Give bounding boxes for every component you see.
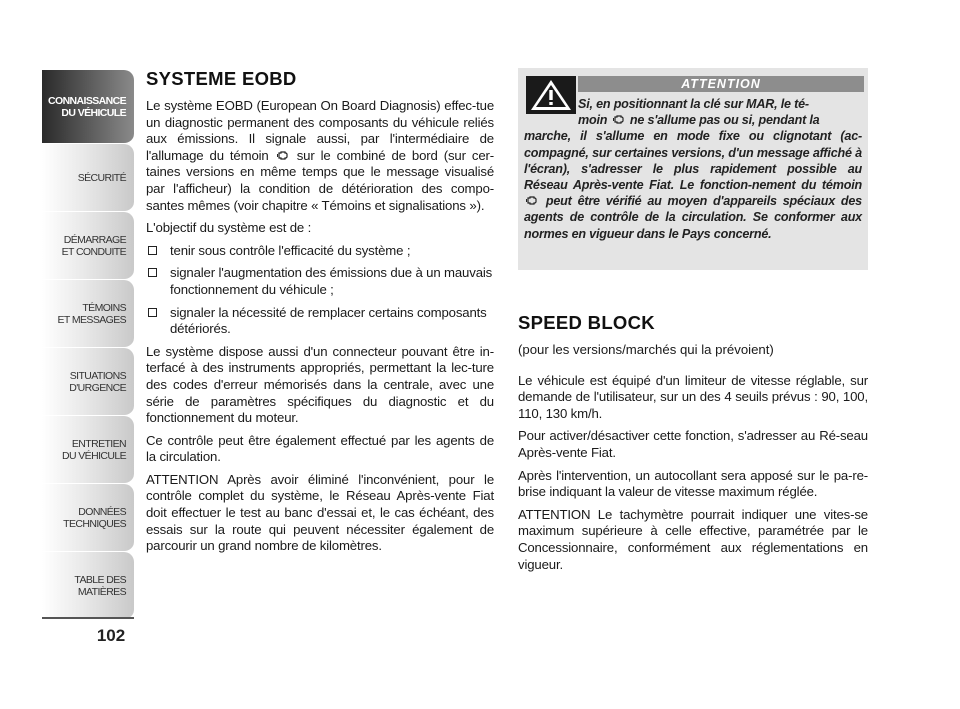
sidebar-divider bbox=[42, 617, 134, 619]
list-item bbox=[146, 265, 494, 298]
attention-header: ATTENTION bbox=[578, 76, 864, 92]
list-item-text: signaler l'augmentation des émissions due à un mauvais fonctionnement du véhicule ; bbox=[170, 265, 493, 297]
tab-table-matieres[interactable]: TABLE DES MATIÈRES bbox=[42, 552, 134, 620]
attention-text bbox=[524, 96, 862, 242]
engine-check-lamp-icon bbox=[613, 113, 625, 125]
warning-triangle-icon bbox=[526, 76, 576, 114]
attention-line-2a: moin bbox=[578, 113, 608, 128]
tab-securite[interactable]: SÉCURITÉ bbox=[42, 144, 134, 212]
speed-block-title: SPEED BLOCK bbox=[518, 312, 655, 333]
speed-block-paragraph-2: Pour activer/désactiver cette fonction, s'adresser au Ré-seau Après-vente Fiat. bbox=[518, 428, 868, 460]
chapter-sidebar bbox=[42, 70, 134, 620]
eobd-p1-part-b: sur le combiné de bord (sur cer-taines versions en même temps que le message visualisé par l'afficheur) la condition de détérioration des compo-santes mêmes (voir chapitre « Témoins et signalisations »). bbox=[146, 147, 494, 213]
eobd-paragraph-2: L'objectif du système est de : bbox=[146, 220, 312, 236]
page-number: 102 bbox=[96, 626, 126, 645]
eobd-paragraph-3: Le système dispose aussi d'un connecteur pouvant être in-terfacé à des instruments appropriés, permettant la lec-ture des codes d'erreur mémorisés dans la centrale, avec une série de paramètres spécifiques du diagnostic et du fonctionnement du moteur. bbox=[146, 343, 494, 426]
checkbox-bullet-icon bbox=[148, 246, 157, 255]
list-item bbox=[146, 243, 494, 260]
eobd-p1-part-a: Le système EOBD (European On Board Diagnosis) effec-tue un diagnostic permanent des composants du véhicule reliés aux émissions. Il signale aussi, par l'intermédiaire de l'allumage du témoin bbox=[146, 98, 494, 163]
speed-block-paragraph-1: Le véhicule est équipé d'un limiteur de vitesse réglable, sur demande de l'utilisateur, sur un des 4 seuils prévus : 90, 100, 110, 130 km/h. bbox=[518, 372, 868, 421]
speed-block-paragraph-3: Après l'intervention, un autocollant sera apposé sur le pa-re-brise indiquant la valeur de vitesse maximum réglée. bbox=[518, 467, 868, 500]
checkbox-bullet-icon bbox=[148, 308, 157, 317]
speed-block-subtitle: (pour les versions/marchés qui la prévoient) bbox=[518, 342, 774, 357]
attention-rest-b: peut être vérifié au moyen d'appareils spéciaux des agents de contrôle de la circulation. Se conformer aux normes en vigueur dans le Pays concerné. bbox=[524, 194, 862, 241]
list-item-text: signaler la nécessité de remplacer certains composants détériorés. bbox=[170, 304, 487, 337]
tab-entretien-vehicule[interactable]: ENTRETIEN DU VÉHICULE bbox=[42, 416, 134, 484]
tab-demarrage-conduite[interactable]: DÉMARRAGE ET CONDUITE bbox=[42, 212, 134, 280]
eobd-paragraph-5: ATTENTION Après avoir éliminé l'inconvénient, pour le contrôle complet du système, le Réseau Après-vente Fiat doit effectuer le test au banc d'essai et, le cas échéant, des essais sur la route qui peuvent nécessiter également de parcourir un grand nombre de kilomètres. bbox=[146, 471, 494, 554]
eobd-paragraph-4: Ce contrôle peut être également effectué par les agents de la circulation. bbox=[146, 432, 494, 465]
speed-block-paragraph-4: ATTENTION Le tachymètre pourrait indiquer une vites-se maximum supérieure à celle effective, paramétrée par le Concessionnaire, conformément aux réglementations en vigueur. bbox=[518, 506, 868, 572]
tab-connaissance-vehicule[interactable]: CONNAISSANCE DU VÉHICULE bbox=[42, 70, 134, 144]
attention-box bbox=[518, 68, 868, 270]
attention-line-1: Si, en positionnant la clé sur MAR, le té- bbox=[578, 97, 809, 111]
engine-check-lamp-icon bbox=[526, 194, 538, 206]
speed-block-section bbox=[518, 312, 868, 579]
list-item-text: tenir sous contrôle l'efficacité du système ; bbox=[170, 242, 411, 258]
attention-line-2 bbox=[524, 112, 862, 128]
eobd-objectives-list bbox=[146, 243, 494, 338]
attention-line-2b: ne s'allume pas ou si, pendant la bbox=[629, 113, 820, 128]
eobd-section bbox=[146, 68, 494, 561]
list-item bbox=[146, 305, 494, 338]
tab-situations-urgence[interactable]: SITUATIONS D'URGENCE bbox=[42, 348, 134, 416]
eobd-paragraph-1 bbox=[146, 98, 494, 214]
checkbox-bullet-icon bbox=[148, 268, 157, 277]
engine-check-lamp-icon bbox=[277, 149, 289, 161]
eobd-title: SYSTEME EOBD bbox=[146, 68, 297, 89]
tab-temoins-messages[interactable]: TÉMOINS ET MESSAGES bbox=[42, 280, 134, 348]
tab-donnees-techniques[interactable]: DONNÉES TECHNIQUES bbox=[42, 484, 134, 552]
attention-rest-a: marche, il s'allume en mode fixe ou clignotant (ac-compagné, sur certaines versions, d'un message affiché à l'écran), s'adresser le plus rapidement possible au Réseau Après-vente Fiat. Le fonction-nement du témoin bbox=[524, 129, 862, 193]
